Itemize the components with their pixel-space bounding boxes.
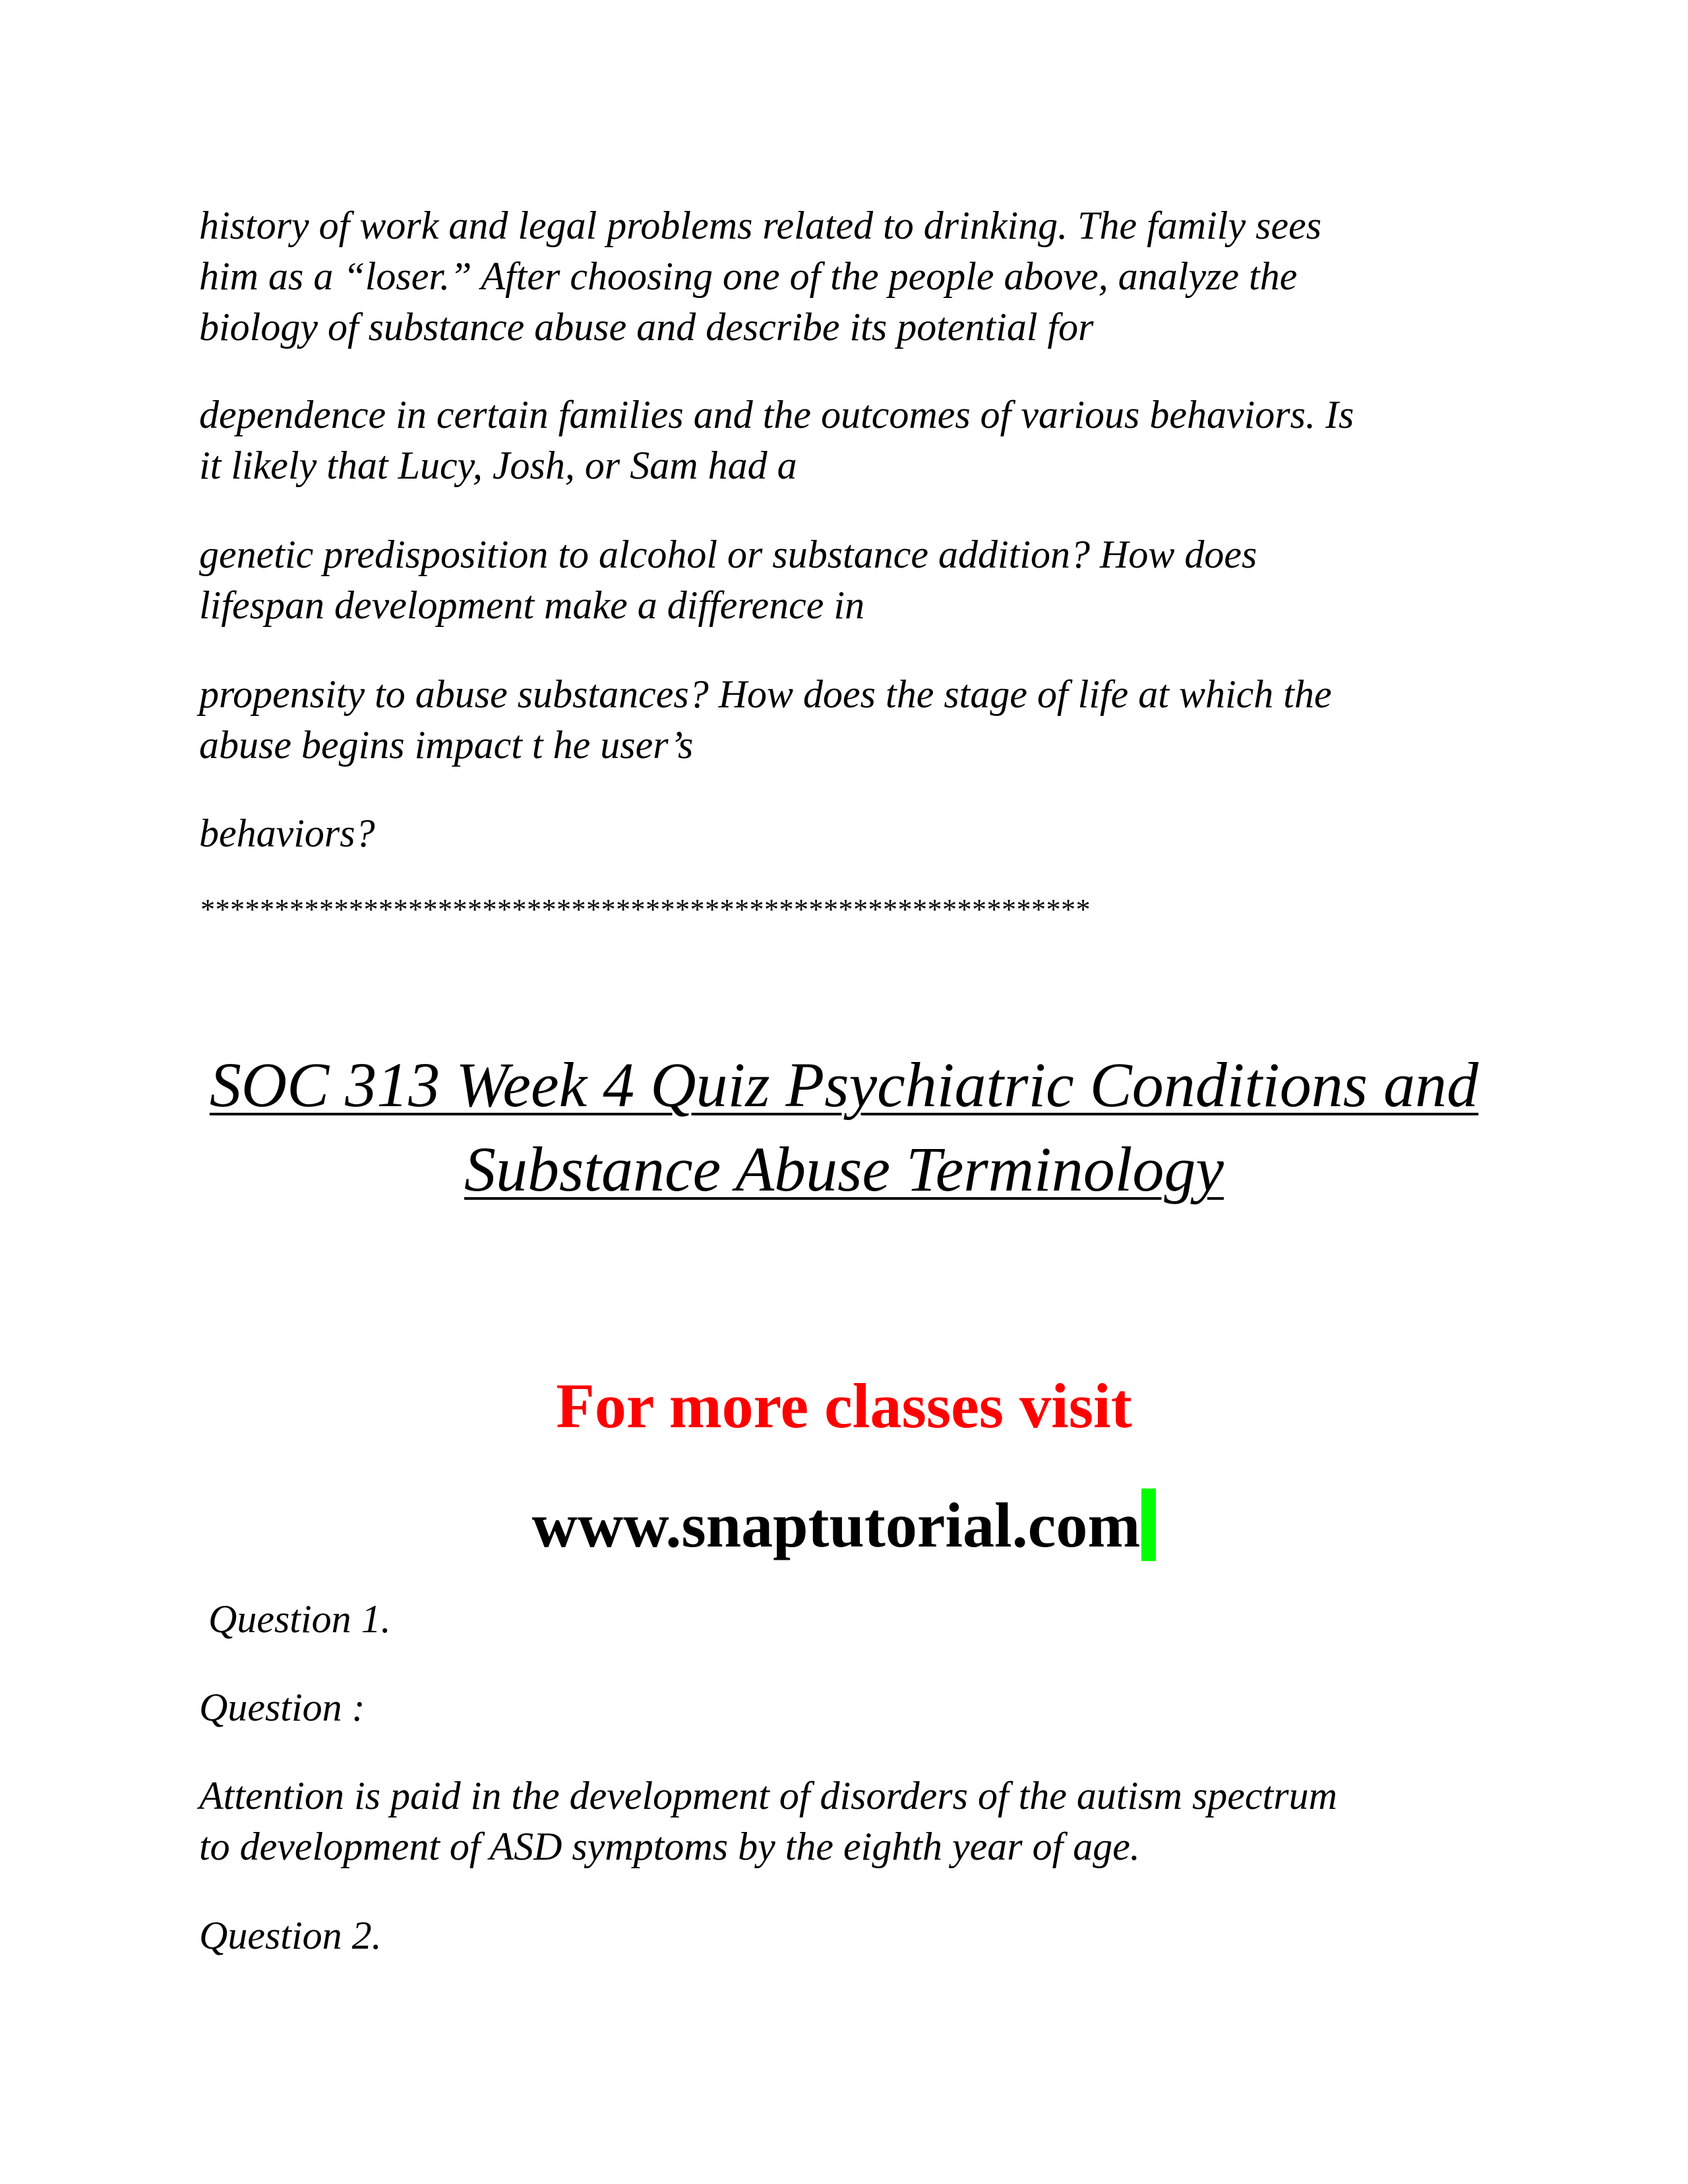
question-prompt-label bbox=[199, 1682, 1518, 1733]
text-line: behaviors? bbox=[199, 812, 375, 855]
paragraph-dependence bbox=[199, 390, 1518, 491]
text-line: history of work and legal problems related to drinking. The family sees bbox=[199, 204, 1322, 247]
asterisk-separator: ************************************************************ bbox=[199, 893, 1089, 926]
text-line: propensity to abuse substances? How does the stage of life at which the bbox=[199, 672, 1332, 716]
question-2-label bbox=[199, 1910, 1518, 1961]
text-line: it likely that Lucy, Josh, or Sam had a bbox=[199, 444, 797, 487]
promo-text-label: For more classes visit bbox=[556, 1371, 1132, 1441]
paragraph-behaviors bbox=[199, 808, 1518, 859]
text-line: dependence in certain families and the outcomes of various behaviors. Is bbox=[199, 393, 1354, 436]
paragraph-propensity bbox=[199, 669, 1518, 771]
promo-url-line bbox=[0, 1489, 1688, 1562]
text-line: to development of ASD symptoms by the eighth year of age. bbox=[199, 1825, 1140, 1868]
text-line: biology of substance abuse and describe its potential for bbox=[199, 305, 1094, 349]
paragraph-genetic bbox=[199, 529, 1518, 631]
promo-text bbox=[0, 1370, 1688, 1442]
paragraph-case-description bbox=[199, 200, 1518, 353]
question-label-text: Question : bbox=[199, 1686, 365, 1729]
quiz-title-line-2: Substance Abuse Terminology bbox=[464, 1134, 1224, 1204]
text-line: him as a “loser.” After choosing one of the people above, analyze the bbox=[199, 254, 1298, 298]
question-label-text: Question 2. bbox=[199, 1914, 382, 1957]
question-1-label bbox=[208, 1594, 1527, 1645]
quiz-title-line-1: SOC 313 Week 4 Quiz Psychiatric Conditions and bbox=[209, 1049, 1479, 1120]
text-line: Attention is paid in the development of disorders of the autism spectrum bbox=[199, 1774, 1337, 1817]
text-line: lifespan development make a difference in bbox=[199, 583, 865, 627]
promo-url-link[interactable]: www.snaptutorial.com bbox=[531, 1490, 1141, 1560]
text-line: abuse begins impact t he user’s bbox=[199, 723, 694, 767]
text-cursor-highlight bbox=[1141, 1489, 1156, 1561]
question-1-text bbox=[199, 1771, 1518, 1872]
question-label-text: Question 1. bbox=[208, 1597, 391, 1641]
text-line: genetic predisposition to alcohol or substance addition? How does bbox=[199, 533, 1257, 576]
